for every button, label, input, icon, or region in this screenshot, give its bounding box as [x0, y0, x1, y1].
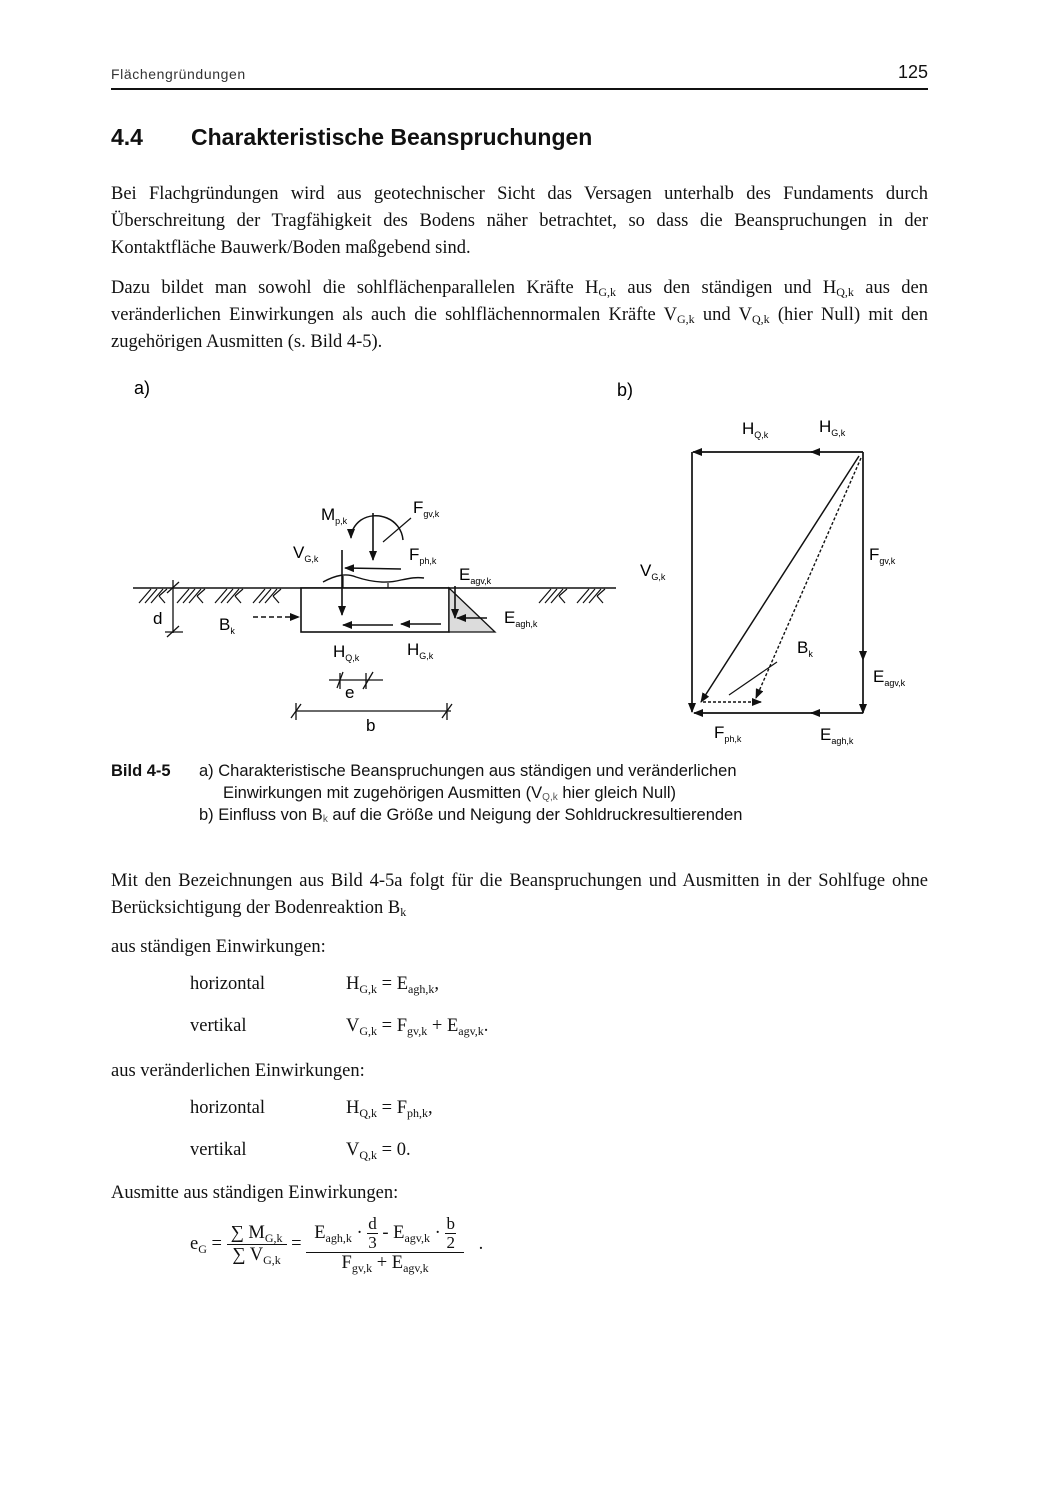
soil-hatching-right [539, 589, 605, 603]
label-b-eagvk: $E_{agv,k}$ [873, 667, 906, 688]
subscript: G,k [359, 982, 378, 996]
text: . [483, 1016, 489, 1036]
text: 3 [368, 1233, 377, 1252]
text: 2 [446, 1233, 455, 1252]
fraction-d-3 [367, 1215, 378, 1252]
label-b-fphk: $F_{ph,k}$ [714, 723, 742, 744]
label-eaghk: $E_{agh,k}$ [504, 608, 538, 629]
label-eagvk: $E_{agv,k}$ [459, 565, 492, 586]
fraction-expanded [306, 1215, 464, 1274]
figure-id: Bild 4-5 [111, 762, 171, 780]
label-b-hgk: $H_{G,k}$ [819, 417, 846, 438]
label-mpk: $M_{p,k}$ [321, 505, 348, 526]
text: hier gleich Null) [557, 784, 677, 802]
label-b-bk: $B_k$ [797, 638, 813, 659]
text: Mit den Bezeichnungen aus Bild 4-5a folgt für die Beanspruchungen und Ausmitten in der Sohlfuge ohne Berücksichtigung der Bodenreaktion B [111, 871, 928, 918]
equation-label: vertikal [190, 1140, 247, 1160]
eccentricity-formula [190, 1215, 483, 1274]
equation-label: horizontal [190, 1098, 266, 1118]
symbol: V [346, 1140, 360, 1160]
equation-hqk [190, 1098, 690, 1124]
figure-caption [111, 760, 742, 826]
panel-b-label: b) [617, 380, 634, 400]
equation-label: vertikal [190, 1016, 247, 1036]
symbol: H [346, 1098, 360, 1118]
subscript: agh,k [408, 982, 435, 996]
text: ∑ V [232, 1245, 264, 1265]
moment-arc [351, 516, 403, 540]
label-e: e [345, 683, 355, 702]
caption-line-3: b) Einfluss von B [199, 806, 323, 824]
label-vgk: $V_{G,k}$ [293, 543, 319, 564]
text: = 0. [377, 1140, 411, 1160]
caption-line-1: a) Charakteristische Beanspruchungen aus ständigen und veränderlichen [199, 762, 737, 780]
figure-4-5 [111, 370, 931, 750]
text: = F [377, 1098, 408, 1118]
fraction-b-2 [445, 1215, 456, 1252]
text: · [351, 1222, 368, 1243]
text: F [341, 1253, 352, 1273]
subscript: gv,k [407, 1024, 428, 1038]
label-b-vgk: $V_{G,k}$ [640, 561, 666, 582]
text: aus den veränderlichen Einwirkungen als auch die sohlflächennormalen Kräfte V [111, 278, 928, 325]
eccentricity-dimension [329, 672, 383, 689]
label-hqk: $H_{Q,k}$ [333, 642, 360, 663]
earth-pressure-wedge [449, 588, 495, 632]
section-heading [111, 124, 592, 151]
label-b-eaghk: $E_{agh,k}$ [820, 725, 854, 746]
label-hgk: $H_{G,k}$ [407, 640, 434, 661]
label-bk: $B_k$ [219, 615, 235, 636]
force-diagram [111, 370, 931, 750]
subscript: Q,k [359, 1106, 378, 1120]
equation-vgk [190, 1016, 690, 1042]
text: + E [372, 1253, 404, 1273]
text: + E [427, 1016, 459, 1036]
label-d: d [153, 609, 163, 628]
period: . [478, 1233, 484, 1254]
subscript: G,k [598, 285, 617, 299]
heading-permanent-actions: aus ständigen Einwirkungen: [111, 937, 326, 957]
text: , [428, 1098, 433, 1118]
symbol: V [346, 1016, 360, 1036]
equation-vqk [190, 1140, 690, 1166]
equals: = [211, 1233, 222, 1254]
subscript: Q,k [751, 312, 770, 326]
text: Dazu bildet man sowohl die sohlflächenparallelen Kräfte H [111, 278, 599, 298]
surface-load [323, 575, 424, 582]
equation-label: horizontal [190, 974, 266, 994]
subscript: k [400, 905, 407, 919]
subscript: Q,k [836, 285, 854, 299]
text: = E [377, 974, 409, 994]
section-title: Charakteristische Beanspruchungen [191, 124, 593, 150]
subscript: k [322, 814, 328, 825]
equation-hgk [190, 974, 690, 1000]
running-title: Flächengründungen [111, 66, 246, 82]
text: · [430, 1222, 446, 1243]
label-b: b [366, 716, 376, 735]
text: b [446, 1214, 455, 1233]
running-header [111, 62, 928, 90]
subscript: gv,k [351, 1261, 373, 1275]
page-number: 125 [897, 62, 928, 82]
subscript: agh,k [325, 1230, 352, 1245]
subscript: Q,k [542, 792, 558, 803]
text: auf die Größe und Neigung der Sohldruckresultierenden [327, 806, 743, 824]
fraction-moment-over-vertical [227, 1223, 287, 1266]
subscript: G [198, 1241, 207, 1256]
label-b-fgvk: $F_{gv,k}$ [869, 545, 896, 566]
label-fgvk: $F_{gv,k}$ [413, 498, 440, 519]
label-fphk: $F_{ph,k}$ [409, 545, 437, 566]
fphk-arrow [345, 568, 401, 569]
symbol: H [346, 974, 360, 994]
text: (hier Null) mit den zugehörigen Ausmitten (s. Bild 4-5). [111, 305, 928, 352]
text: = F [377, 1016, 408, 1036]
heading-variable-actions: aus veränderlichen Einwirkungen: [111, 1061, 365, 1081]
text: , [434, 974, 439, 994]
resultant-with-bk [756, 458, 861, 698]
bk-leader [729, 662, 777, 695]
text: ∑ M [230, 1223, 265, 1243]
subscript: agv,k [458, 1024, 484, 1038]
heading-eccentricity: Ausmitte aus ständigen Einwirkungen: [111, 1183, 399, 1203]
panel-a-label: a) [134, 378, 151, 398]
paragraph-forces [111, 275, 928, 356]
force-polygon [692, 452, 863, 713]
caption-line-2: Einwirkungen mit zugehörigen Ausmitten (V [223, 784, 543, 802]
text: - E [377, 1222, 405, 1243]
subscript: agv,k [404, 1230, 431, 1245]
paragraph-designations [111, 868, 928, 922]
subscript: ph,k [407, 1106, 429, 1120]
symbol: e [190, 1233, 199, 1254]
subscript: G,k [359, 1024, 378, 1038]
subscript: Q,k [359, 1148, 378, 1162]
soil-hatching-left [139, 589, 281, 603]
equals: = [291, 1233, 302, 1254]
label-b-hqk: $H_{Q,k}$ [742, 419, 769, 440]
subscript: G,k [264, 1231, 283, 1245]
subscript: G,k [263, 1253, 281, 1267]
paragraph-intro: Bei Flachgründungen wird aus geotechnischer Sicht das Versagen unterhalb des Fundaments durch Überschreitung der Tragfähigkeit des Bodens näher betrachtet, so dass die Beanspruchungen in der Kontaktfläche Bauwerk/Boden maßgebend sind. [111, 184, 928, 258]
text: d [368, 1214, 377, 1233]
subscript: G,k [676, 312, 695, 326]
subscript: agv,k [403, 1261, 429, 1275]
text: aus den ständigen und H [616, 278, 837, 298]
section-number: 4.4 [111, 124, 143, 150]
text: E [314, 1222, 326, 1243]
text: und V [694, 305, 752, 325]
